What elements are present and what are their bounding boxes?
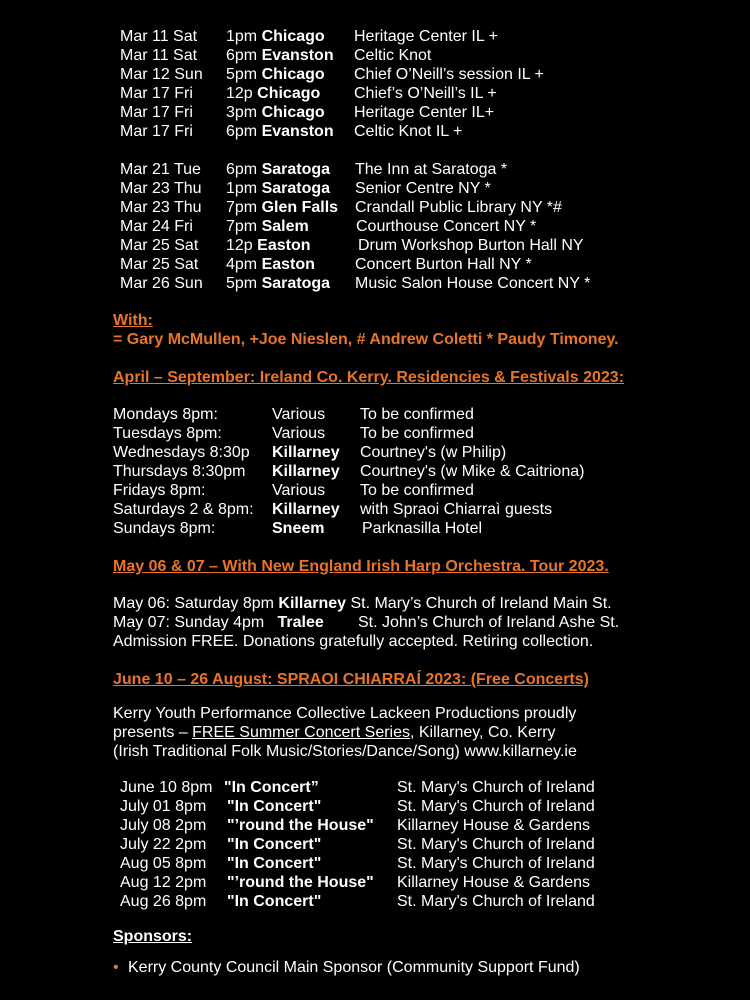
march-row [0,217,750,236]
event-city: Evanston [261,123,334,140]
sponsor-item [0,958,750,977]
event-city: Saratoga [261,161,331,178]
event-venue: Chief’s O’Neill’s IL + [354,85,497,102]
concert-title: "In Concert" [227,798,322,815]
event-time-city [226,198,338,217]
march-row [0,160,750,179]
spraoi-intro-3: (Irish Traditional Folk Music/Stories/Dance/Song) www.killarney.ie [113,743,577,760]
with-line: = Gary McMullen, +Joe Nieslen, # Andrew Coletti * Paudy Timoney. [113,331,619,348]
event-time-city [226,179,330,198]
concert-venue: St. Mary's Church of Ireland [397,893,595,910]
event-venue: Concert Burton Hall NY * [355,256,532,273]
event-date: Mar 26 Sun [120,275,203,292]
residency-row [0,405,750,424]
residency-venue: To be confirmed [360,482,474,499]
event-time: 5pm [226,66,262,83]
concert-title: "In Concert" [227,836,322,853]
residency-venue: To be confirmed [360,406,474,423]
event-time-city [226,236,310,255]
concert-row [0,835,750,854]
march-row [0,236,750,255]
residency-day: Sundays 8pm: [113,520,216,537]
event-venue: Music Salon House Concert NY * [355,275,591,292]
event-venue: Heritage Center IL + [354,28,498,45]
event-date: Mar 23 Thu [120,199,202,216]
event-city: Chicago [261,104,325,121]
march-row [0,255,750,274]
event-time: 7pm [226,218,262,235]
residency-venue: with Spraoi Chiarraì guests [360,501,553,518]
event-city: Easton [257,237,311,254]
residency-place: Various [272,425,326,442]
march-row [0,179,750,198]
concert-title: "’round the House" [227,874,374,891]
residency-day: Saturdays 2 & 8pm: [113,501,254,518]
residency-day: Fridays 8pm: [113,482,206,499]
concert-row [0,816,750,835]
event-venue: Celtic Knot IL + [354,123,463,140]
concert-venue: Killarney House & Gardens [397,874,590,891]
event-time-city [226,27,325,46]
residency-venue: Parknasilla Hotel [362,520,483,537]
event-time: 6pm [226,161,262,178]
harp-line-1 [113,594,612,613]
event-time: 6pm [226,123,262,140]
event-date: Mar 11 Sat [120,28,198,45]
march-row [0,103,750,122]
concert-date: Aug 05 8pm [120,855,207,872]
residency-row [0,424,750,443]
event-time: 3pm [226,104,262,121]
concert-date: Aug 12 2pm [120,874,207,891]
concert-title: "’round the House" [227,817,374,834]
event-time-city [226,84,320,103]
residency-place: Killarney [272,463,340,480]
event-time-city [226,122,334,141]
event-date: Mar 17 Fri [120,85,193,102]
residency-place: Killarney [272,444,340,461]
event-date: Mar 17 Fri [120,123,193,140]
event-time-city [226,255,315,274]
concert-row [0,854,750,873]
march-row [0,27,750,46]
residency-venue: Courtney's (w Mike & Caitriona) [360,463,585,480]
residency-row [0,443,750,462]
residency-row [0,481,750,500]
event-city: Chicago [257,85,321,102]
event-venue: Heritage Center IL+ [354,104,495,121]
residency-row [0,500,750,519]
residency-place: Various [272,482,326,499]
residency-venue: Courtney's (w Philip) [360,444,507,461]
harp-line-1-city: Killarney [278,595,347,612]
event-time: 7pm [226,199,262,216]
event-city: Saratoga [261,275,331,292]
event-city: Easton [261,256,315,273]
event-date: Mar 11 Sat [120,47,198,64]
event-time: 4pm [226,256,262,273]
concert-title: "In Concert" [227,855,322,872]
free-concert-series-link[interactable]: FREE Summer Concert Series, [192,724,415,741]
event-date: Mar 12 Sun [120,66,203,83]
harp-line-1-date: May 06: Saturday 8pm [113,595,279,612]
concert-title: "In Concert” [224,779,319,796]
event-time-city [226,160,330,179]
event-date: Mar 21 Tue [120,161,201,178]
event-date: Mar 24 Fri [120,218,193,235]
march-row [0,46,750,65]
concert-row [0,873,750,892]
event-time: 6pm [226,47,262,64]
event-date: Mar 25 Sat [120,256,199,273]
concert-row [0,778,750,797]
residency-place: Sneem [272,520,325,537]
residency-row [0,462,750,481]
event-city: Glen Falls [261,199,339,216]
harp-line-2-city: Tralee [277,614,324,631]
event-venue: Chief O’Neill’s session IL + [354,66,544,83]
residency-row [0,519,750,538]
concert-date: June 10 8pm [120,779,213,796]
concert-row [0,797,750,816]
residency-place: Killarney [272,501,340,518]
harp-line-2-venue: St. John’s Church of Ireland Ashe St. [358,614,620,631]
residency-day: Tuesdays 8pm: [113,425,222,442]
event-time: 12p [226,85,258,102]
event-venue: Crandall Public Library NY *# [355,199,562,216]
event-venue: Drum Workshop Burton Hall NY [358,237,584,254]
concert-venue: St. Mary's Church of Ireland [397,798,595,815]
event-date: Mar 23 Thu [120,180,202,197]
event-time-city [226,274,330,293]
residency-day: Thursdays 8:30pm [113,463,246,480]
event-city: Chicago [261,28,325,45]
event-time: 5pm [226,275,262,292]
concert-venue: Killarney House & Gardens [397,817,590,834]
harp-line-2-date: May 07: Sunday 4pm [113,614,278,631]
concert-venue: St. Mary's Church of Ireland [397,836,595,853]
spraoi-intro-2-prefix: presents – [113,724,193,741]
concert-date: Aug 26 8pm [120,893,207,910]
march-row [0,198,750,217]
event-time: 1pm [226,180,262,197]
march-row [0,84,750,103]
spraoi-intro-2-suffix: Killarney, Co. Kerry [414,724,556,741]
kerry-heading: April – September: Ireland Co. Kerry. Residencies & Festivals 2023: [113,369,625,386]
harp-line-2 [113,613,324,632]
concert-title: "In Concert" [227,893,322,910]
harp-line-3: Admission FREE. Donations gratefully accepted. Retiring collection. [113,633,594,650]
march-row [0,122,750,141]
concert-row [0,892,750,911]
march-row [0,65,750,84]
with-heading: With: [113,312,153,329]
event-city: Saratoga [261,180,331,197]
concert-date: July 08 2pm [120,817,207,834]
event-venue: The Inn at Saratoga * [355,161,508,178]
bullet-icon: • [113,959,119,976]
event-time: 12p [226,237,258,254]
concert-date: July 01 8pm [120,798,207,815]
event-date: Mar 25 Sat [120,237,199,254]
event-city: Evanston [261,47,334,64]
spraoi-intro-1: Kerry Youth Performance Collective Lackeen Productions proudly [113,705,577,722]
march-row [0,274,750,293]
event-city: Chicago [261,66,325,83]
residency-place: Various [272,406,326,423]
event-time-city [226,103,325,122]
event-city: Salem [261,218,309,235]
concert-date: July 22 2pm [120,836,207,853]
event-time-city [226,217,309,236]
harp-heading: May 06 & 07 – With New England Irish Harp Orchestra. Tour 2023. [113,558,609,575]
event-time-city [226,65,325,84]
residency-day: Wednesdays 8:30p [113,444,250,461]
event-date: Mar 17 Fri [120,104,193,121]
sponsors-heading: Sponsors: [113,928,193,945]
event-venue: Celtic Knot [354,47,432,64]
harp-line-1-venue: St. Mary’s Church of Ireland Main St. [346,595,612,612]
event-time-city [226,46,334,65]
concert-venue: St. Mary's Church of Ireland [397,779,595,796]
event-venue: Courthouse Concert NY * [356,218,537,235]
residency-venue: To be confirmed [360,425,474,442]
event-time: 1pm [226,28,262,45]
event-venue: Senior Centre NY * [355,180,491,197]
spraoi-intro-2 [113,723,556,742]
concert-venue: St. Mary's Church of Ireland [397,855,595,872]
sponsor-text: Kerry County Council Main Sponsor (Community Support Fund) [128,959,580,976]
residency-day: Mondays 8pm: [113,406,218,423]
spraoi-heading: June 10 – 26 August: SPRAOI CHIARRAÍ 2023: (Free Concerts) [113,671,589,688]
